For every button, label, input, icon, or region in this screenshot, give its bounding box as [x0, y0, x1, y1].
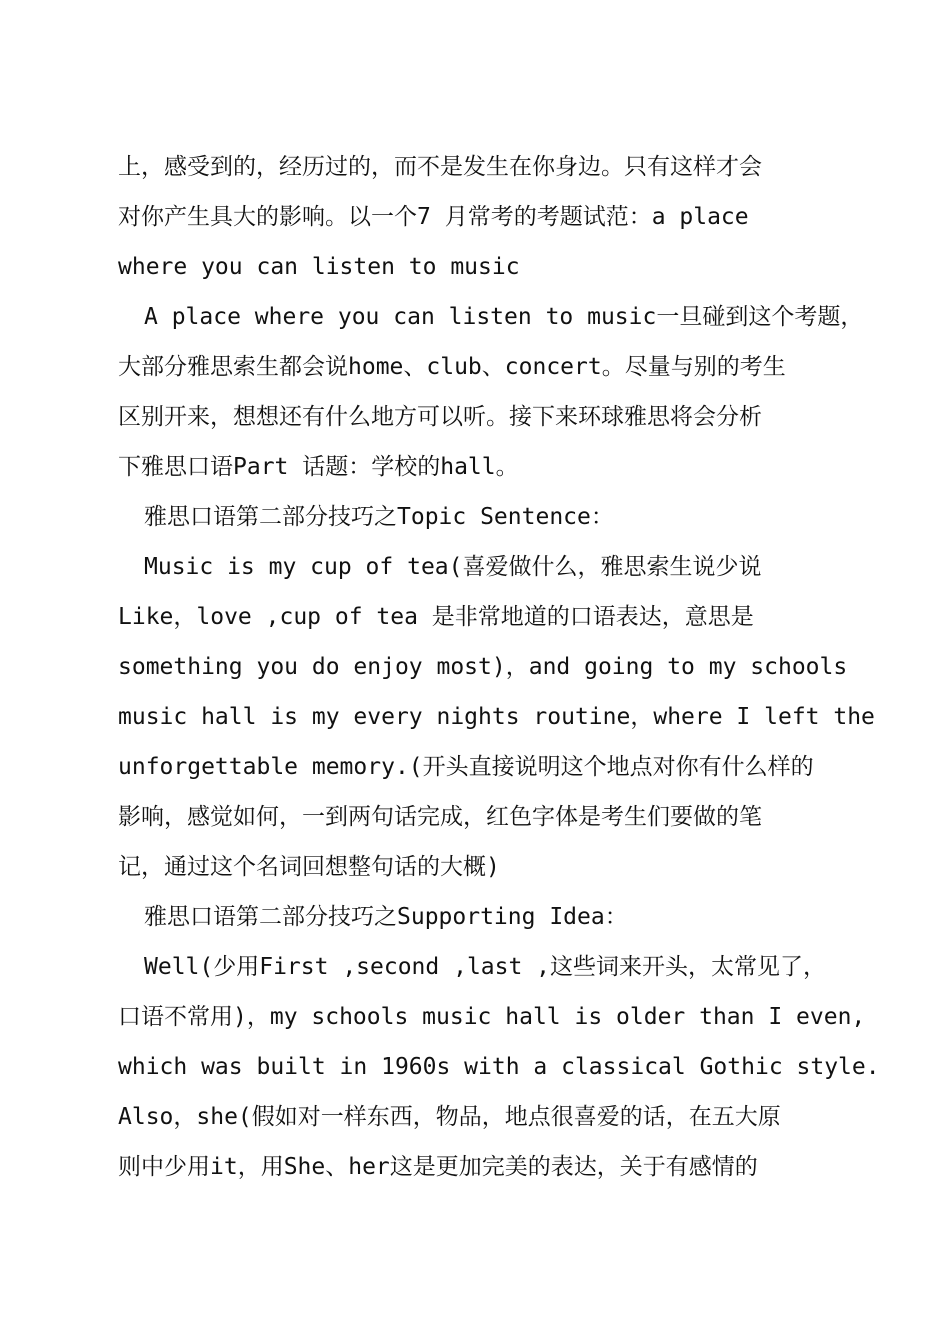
text-line: something you do enjoy most)，and going to my schools	[118, 654, 848, 680]
text-line: 上，感受到的，经历过的，而不是发生在你身边。只有这样才会	[118, 154, 762, 180]
text-line: 口语不常用)，my schools music hall is older than I even,	[118, 1004, 866, 1030]
document-body	[118, 142, 880, 1192]
text-line: 则中少用it，用She、her这是更加完美的表达，关于有感情的	[118, 1154, 758, 1180]
text-line: 记，通过这个名词回想整句话的大概)	[118, 854, 500, 880]
text-line: unforgettable memory.(开头直接说明这个地点对你有什么样的	[118, 754, 814, 780]
text-line: 对你产生具大的影响。以一个7 月常考的考题试范：a place	[118, 204, 749, 230]
text-line: music hall is my every nights routine，where I left the	[118, 704, 875, 730]
text-line: Like，love ,cup of tea 是非常地道的口语表达，意思是	[118, 604, 754, 630]
text-line: 区别开来，想想还有什么地方可以听。接下来环球雅思将会分析	[118, 404, 762, 430]
text-line: 大部分雅思索生都会说home、club、concert。尽量与别的考生	[118, 354, 786, 380]
paragraph-start-line: Well(少用First ,second ,last ,这些词来开头，太常见了，	[144, 954, 827, 980]
section-heading-topic-sentence: 雅思口语第二部分技巧之Topic Sentence：	[144, 504, 614, 530]
paragraph-start-line: Music is my cup of tea(喜爱做什么，雅思索生说少说	[144, 554, 762, 580]
text-line: where you can listen to music	[118, 254, 520, 280]
text-line: 影响，感觉如何，一到两句话完成，红色字体是考生们要做的笔	[118, 804, 762, 830]
text-line: which was built in 1960s with a classical Gothic style.	[118, 1054, 880, 1080]
section-heading-supporting-idea: 雅思口语第二部分技巧之Supporting Idea：	[144, 904, 628, 930]
text-line: Also，she(假如对一样东西，物品，地点很喜爱的话，在五大原	[118, 1104, 781, 1130]
text-line: 下雅思口语Part 话题：学校的hall。	[118, 454, 519, 480]
paragraph-start-line: A place where you can listen to music一旦碰到这个考题，	[144, 304, 864, 330]
